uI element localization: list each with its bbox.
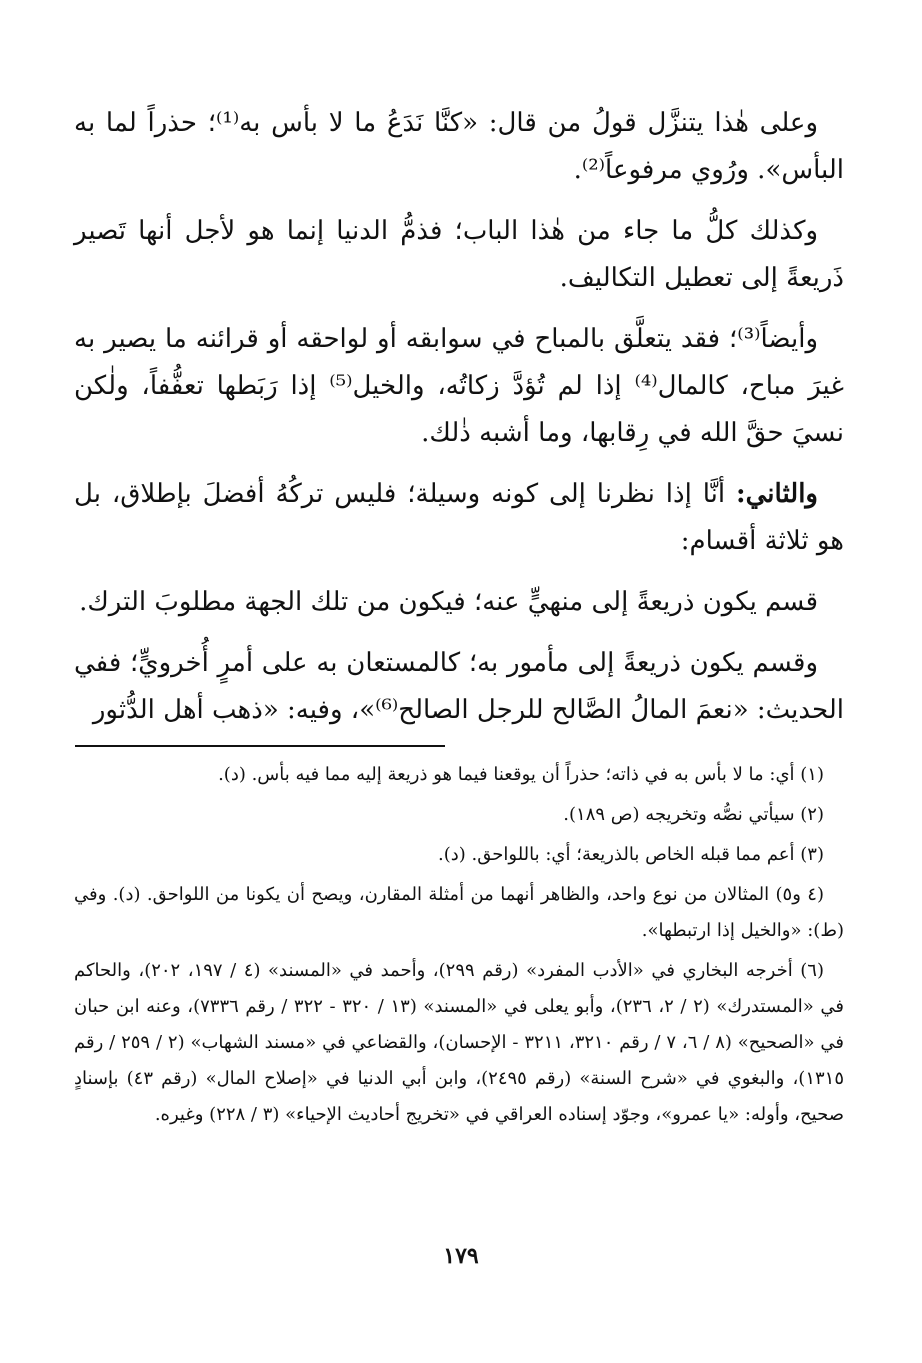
paragraph-6: وقسم يكون ذريعةً إلى مأمور به؛ كالمستعان به على أمرٍ أُخرويٍّ؛ ففي الحديث: «نعمَ المالُ الصَّالح للرجل الصالح⁽⁶⁾»، وفيه: «ذهب أهل الدُّثور <box>74 648 844 725</box>
footnote-6: (٦) أخرجه البخاري في «الأدب المفرد» (رقم ٢٩٩)، وأحمد في «المسند» (٤ / ١٩٧، ٢٠٢)، والحاكم في «المستدرك» (٢ / ٢، ٢٣٦)، وأبو يعلى في «المسند» (١٣ / ٣٢٠ - ٣٢٢ / رقم ٧٣٣٦)، وعنه ابن حبان في «الصحيح» (٨ / ٦، ٧ / رقم ٣٢١٠، ٣٢١١ - الإحسان)، والقضاعي في «مسند الشهاب» (٢ / ٢٥٩ / رقم ١٣١٥)، والبغوي في «شرح السنة» (رقم ٢٤٩٥)، وابن أبي الدنيا في «إصلاح المال» (رقم ٤٣) بإسنادٍ صحيح، وأوله: «يا عمرو»، وجوّد إسناده العراقي في «تخريج أحاديث الإحياء» (٣ / ٢٢٨) وغيره. <box>74 960 845 1125</box>
footnote-4-5: (٤ و٥) المثالان من نوع واحد، والظاهر أنهما من أمثلة المقارن، ويصح أن يكونا من اللواحق. (د). وفي (ط): «والخيل إذا ارتبطها». <box>74 884 844 941</box>
paragraph-4-body: أنَّا إذا نظرنا إلى كونه وسيلة؛ فليس تركُهُ أفضلَ بإطلاق، بل هو ثلاثة أقسام: <box>74 479 844 556</box>
main-text <box>74 100 844 748</box>
footnote-2: (٢) سيأتي نصُّه وتخريجه (ص ١٨٩). <box>563 804 824 825</box>
paragraph-2: وكذلك كلُّ ما جاء من هٰذا الباب؛ فذمُّ الدنيا إنما هو لأجل أنها تَصير ذَريعةً إلى تعطيل التكاليف. <box>74 216 844 293</box>
paragraph-4 <box>74 471 844 565</box>
paragraph-4-lead: والثاني: <box>736 479 818 509</box>
footnote-separator <box>75 745 445 747</box>
footnote-3: (٣) أعم مما قبله الخاص بالذريعة؛ أي: باللواحق. (د). <box>438 844 824 865</box>
paragraph-3: وأيضاً⁽³⁾؛ فقد يتعلَّق بالمباح في سوابقه أو لواحقه أو قرائنه ما يصير به غيرَ مباح، كالمال⁽⁴⁾ إذا لم تُؤدَّ زكاتُه، والخيل⁽⁵⁾ إذا رَبَطها تعفُّفاً، ولٰكن نسيَ حقَّ الله في رِقابها، وما أشبه ذٰلك. <box>74 324 844 448</box>
paragraph-1: وعلى هٰذا يتنزَّل قولُ من قال: «كنَّا نَدَعُ ما لا بأس به⁽¹⁾؛ حذراً لما به البأس». ورُوي مرفوعاً⁽²⁾. <box>74 108 844 185</box>
footnote-1: (١) أي: ما لا بأس به في ذاته؛ حذراً أن يوقعنا فيما هو ذريعة إليه مما فيه بأس. (د). <box>218 764 824 785</box>
paragraph-5: قسم يكون ذريعةً إلى منهيٍّ عنه؛ فيكون من تلك الجهة مطلوبَ الترك. <box>79 587 818 617</box>
footnotes <box>74 757 844 1137</box>
page-number: ١٧٩ <box>443 1243 479 1269</box>
